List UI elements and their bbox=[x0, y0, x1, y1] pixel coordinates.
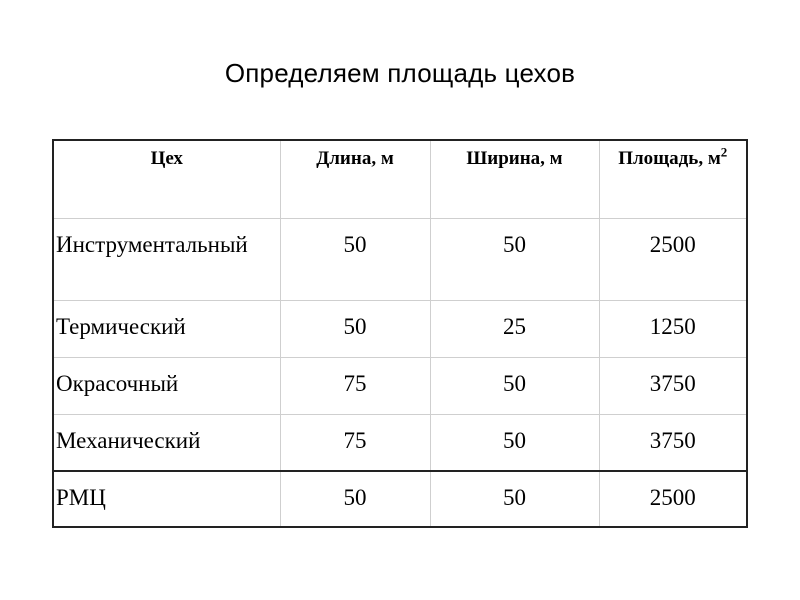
cell-area: 2500 bbox=[599, 218, 747, 300]
table-row bbox=[53, 414, 747, 471]
cell-width: 50 bbox=[430, 218, 599, 300]
table-row bbox=[53, 300, 747, 357]
cell-width: 50 bbox=[430, 357, 599, 414]
header-length: Длина, м bbox=[280, 140, 430, 218]
cell-workshop-name: Термический bbox=[53, 300, 280, 357]
cell-workshop-name: РМЦ bbox=[53, 471, 280, 527]
header-width: Ширина, м bbox=[430, 140, 599, 218]
cell-length: 75 bbox=[280, 414, 430, 471]
cell-area: 3750 bbox=[599, 357, 747, 414]
cell-workshop-name: Окрасочный bbox=[53, 357, 280, 414]
cell-area: 1250 bbox=[599, 300, 747, 357]
table-row bbox=[53, 357, 747, 414]
table-header-row bbox=[53, 140, 747, 218]
table-row bbox=[53, 471, 747, 527]
cell-workshop-name: Механический bbox=[53, 414, 280, 471]
slide-title: Определяем площадь цехов bbox=[224, 58, 576, 88]
workshop-area-table bbox=[52, 139, 748, 528]
header-area-superscript: 2 bbox=[720, 144, 728, 160]
cell-workshop-name: Инструментальный bbox=[53, 218, 280, 300]
header-area bbox=[599, 140, 747, 218]
cell-width: 25 bbox=[430, 300, 599, 357]
cell-area: 2500 bbox=[599, 471, 747, 527]
cell-length: 50 bbox=[280, 300, 430, 357]
cell-width: 50 bbox=[430, 471, 599, 527]
cell-length: 50 bbox=[280, 471, 430, 527]
cell-area: 3750 bbox=[599, 414, 747, 471]
table-row bbox=[53, 218, 747, 300]
cell-length: 75 bbox=[280, 357, 430, 414]
header-area-label: Площадь, м bbox=[618, 148, 721, 169]
cell-width: 50 bbox=[430, 414, 599, 471]
cell-length: 50 bbox=[280, 218, 430, 300]
header-workshop: Цех bbox=[53, 140, 280, 218]
